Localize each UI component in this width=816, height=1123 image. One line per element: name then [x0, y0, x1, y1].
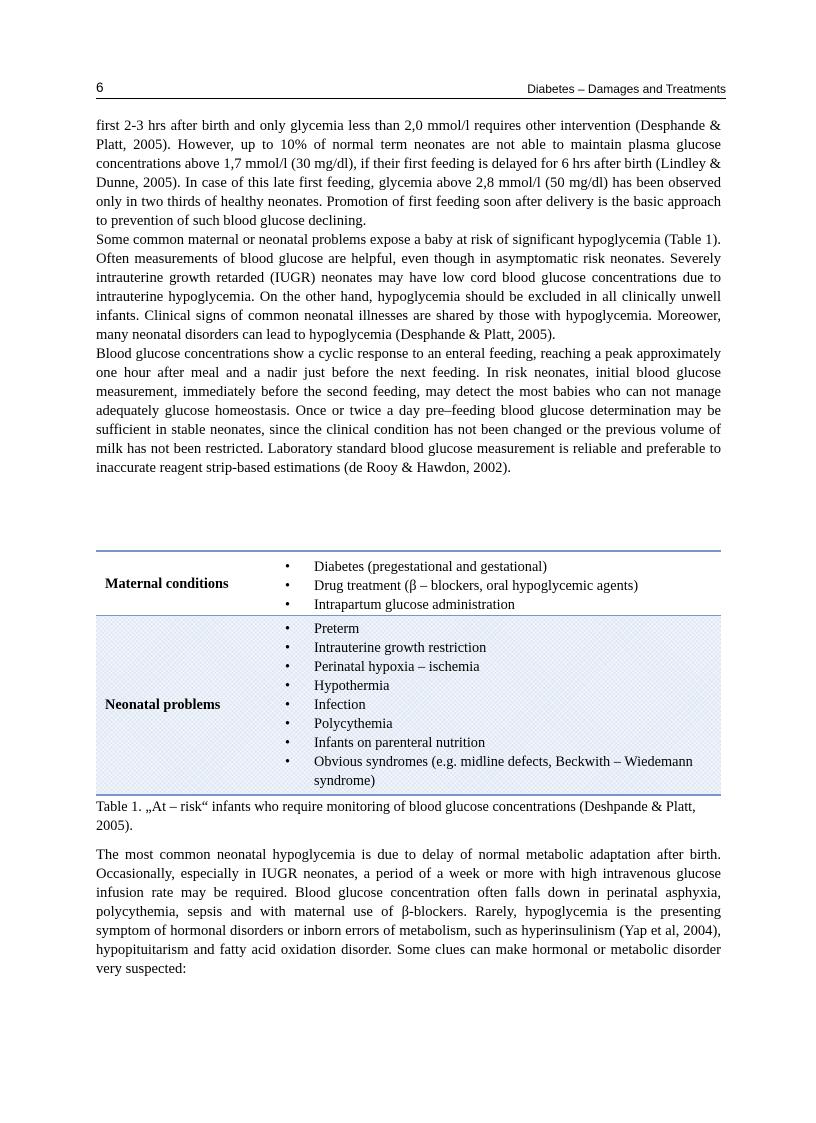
neonatal-items-list [270, 616, 721, 794]
table-caption [96, 798, 726, 836]
maternal-items-list [270, 552, 721, 615]
table-row-maternal [96, 550, 721, 615]
paragraph: first 2-3 hrs after birth and only glycemia less than 2,0 mmol/l requires other intervention (Desphande & Platt, 2005). However, up to 10% of normal term neonates are not able to maintain plasma glucose concentrations above 1,7 mmol/l (30 mg/dl), if their first feeding is delayed for 6 hrs after birth (Lindley & Dunne, 2005). In case of this late first feeding, glycemia above 2,8 mmol/l (50 mg/dl) has been observed only in two thirds of healthy neonates. Promotion of first feeding soon after delivery is the basic approach to prevention of such blood glucose declining. [96, 118, 721, 229]
page-header [96, 80, 726, 99]
list-item: • Obvious syndromes (e.g. midline defects, Beckwith – Wiedemann syndrome) [285, 754, 693, 789]
table-row-neonatal [96, 615, 721, 796]
bullet-icon: • [285, 716, 291, 732]
bullet-icon: • [285, 659, 291, 675]
bullet-icon: • [285, 578, 291, 594]
list-item: • Preterm [285, 621, 360, 637]
list-item: • Polycythemia [285, 716, 393, 732]
running-title: Diabetes – Damages and Treatments [527, 82, 726, 96]
bullet-icon: • [285, 640, 291, 656]
list-item: • Drug treatment (β – blockers, oral hypoglycemic agents) [285, 578, 639, 594]
bullet-icon: • [285, 678, 291, 694]
paragraph: Blood glucose concentrations show a cyclic response to an enteral feeding, reaching a peak approximately one hour after meal and a nadir just before the next feeding. In risk neonates, initial blood glucose measurement, immediately before the second feeding, may detect the most babies who can not manage adequately glucose homeostasis. Once or twice a day pre–feeding blood glucose determination may be sufficient in stable neonates, since the clinical condition has not been changed or the previous volume of milk has not been restricted. Laboratory standard blood glucose measurement is reliable and preferable to inaccurate reagent strip-based estimations (de Rooy & Hawdon, 2002). [96, 346, 721, 476]
row-label-neonatal: Neonatal problems [105, 697, 221, 713]
body-text [96, 117, 721, 478]
list-item: • Perinatal hypoxia – ischemia [285, 659, 480, 675]
list-item: • Diabetes (pregestational and gestational) [285, 559, 548, 575]
paragraph: The most common neonatal hypoglycemia is due to delay of normal metabolic adaptation after birth. Occasionally, especially in IUGR neonates, a period of a week or more with high intravenous glucose infusion rate may be required. Blood glucose concentration often falls down in perinatal asphyxia, polycythemia, sepsis and with maternal use of β-blockers. Rarely, hypoglycemia is the presenting symptom of hormonal disorders or inborn errors of metabolism, such as hyperinsulinism (Yap et al, 2004), hypopituitarism and fatty acid oxidation disorder. Some clues can make hormonal or metabolic disorder very suspected: [96, 847, 721, 977]
list-item: • Intrauterine growth restriction [285, 640, 487, 656]
body-text-continued [96, 846, 721, 979]
bullet-icon: • [285, 697, 291, 713]
caption-text: Table 1. „At – risk“ infants who require monitoring of blood glucose concentrations (Deshpande & Platt, 2005). [96, 799, 696, 834]
paragraph: Some common maternal or neonatal problems expose a baby at risk of significant hypoglycemia (Table 1). Often measurements of blood glucose are helpful, even though in asymptomatic risk neonates. Severely intrauterine growth retarded (IUGR) neonates may have low cord blood glucose concentrations due to intrauterine hypoglycemia. On the other hand, hypoglycemia should be excluded in all clinically unwell infants. Clinical signs of common neonatal illnesses are shared by those with hypoglycemia. Moreower, many neonatal disorders can lead to hypoglycemia (Desphande & Platt, 2005). [96, 232, 721, 343]
row-label-maternal: Maternal conditions [105, 575, 229, 592]
bullet-icon: • [285, 559, 291, 575]
risk-table [96, 550, 721, 796]
list-item: • Infants on parenteral nutrition [285, 735, 486, 751]
bullet-icon: • [285, 597, 291, 613]
bullet-icon: • [285, 621, 291, 637]
bullet-icon: • [285, 754, 291, 770]
bullet-icon: • [285, 735, 291, 751]
list-item: • Infection [285, 697, 366, 713]
list-item: • Hypothermia [285, 678, 390, 694]
page-number: 6 [96, 80, 104, 95]
list-item: • Intrapartum glucose administration [285, 597, 515, 613]
